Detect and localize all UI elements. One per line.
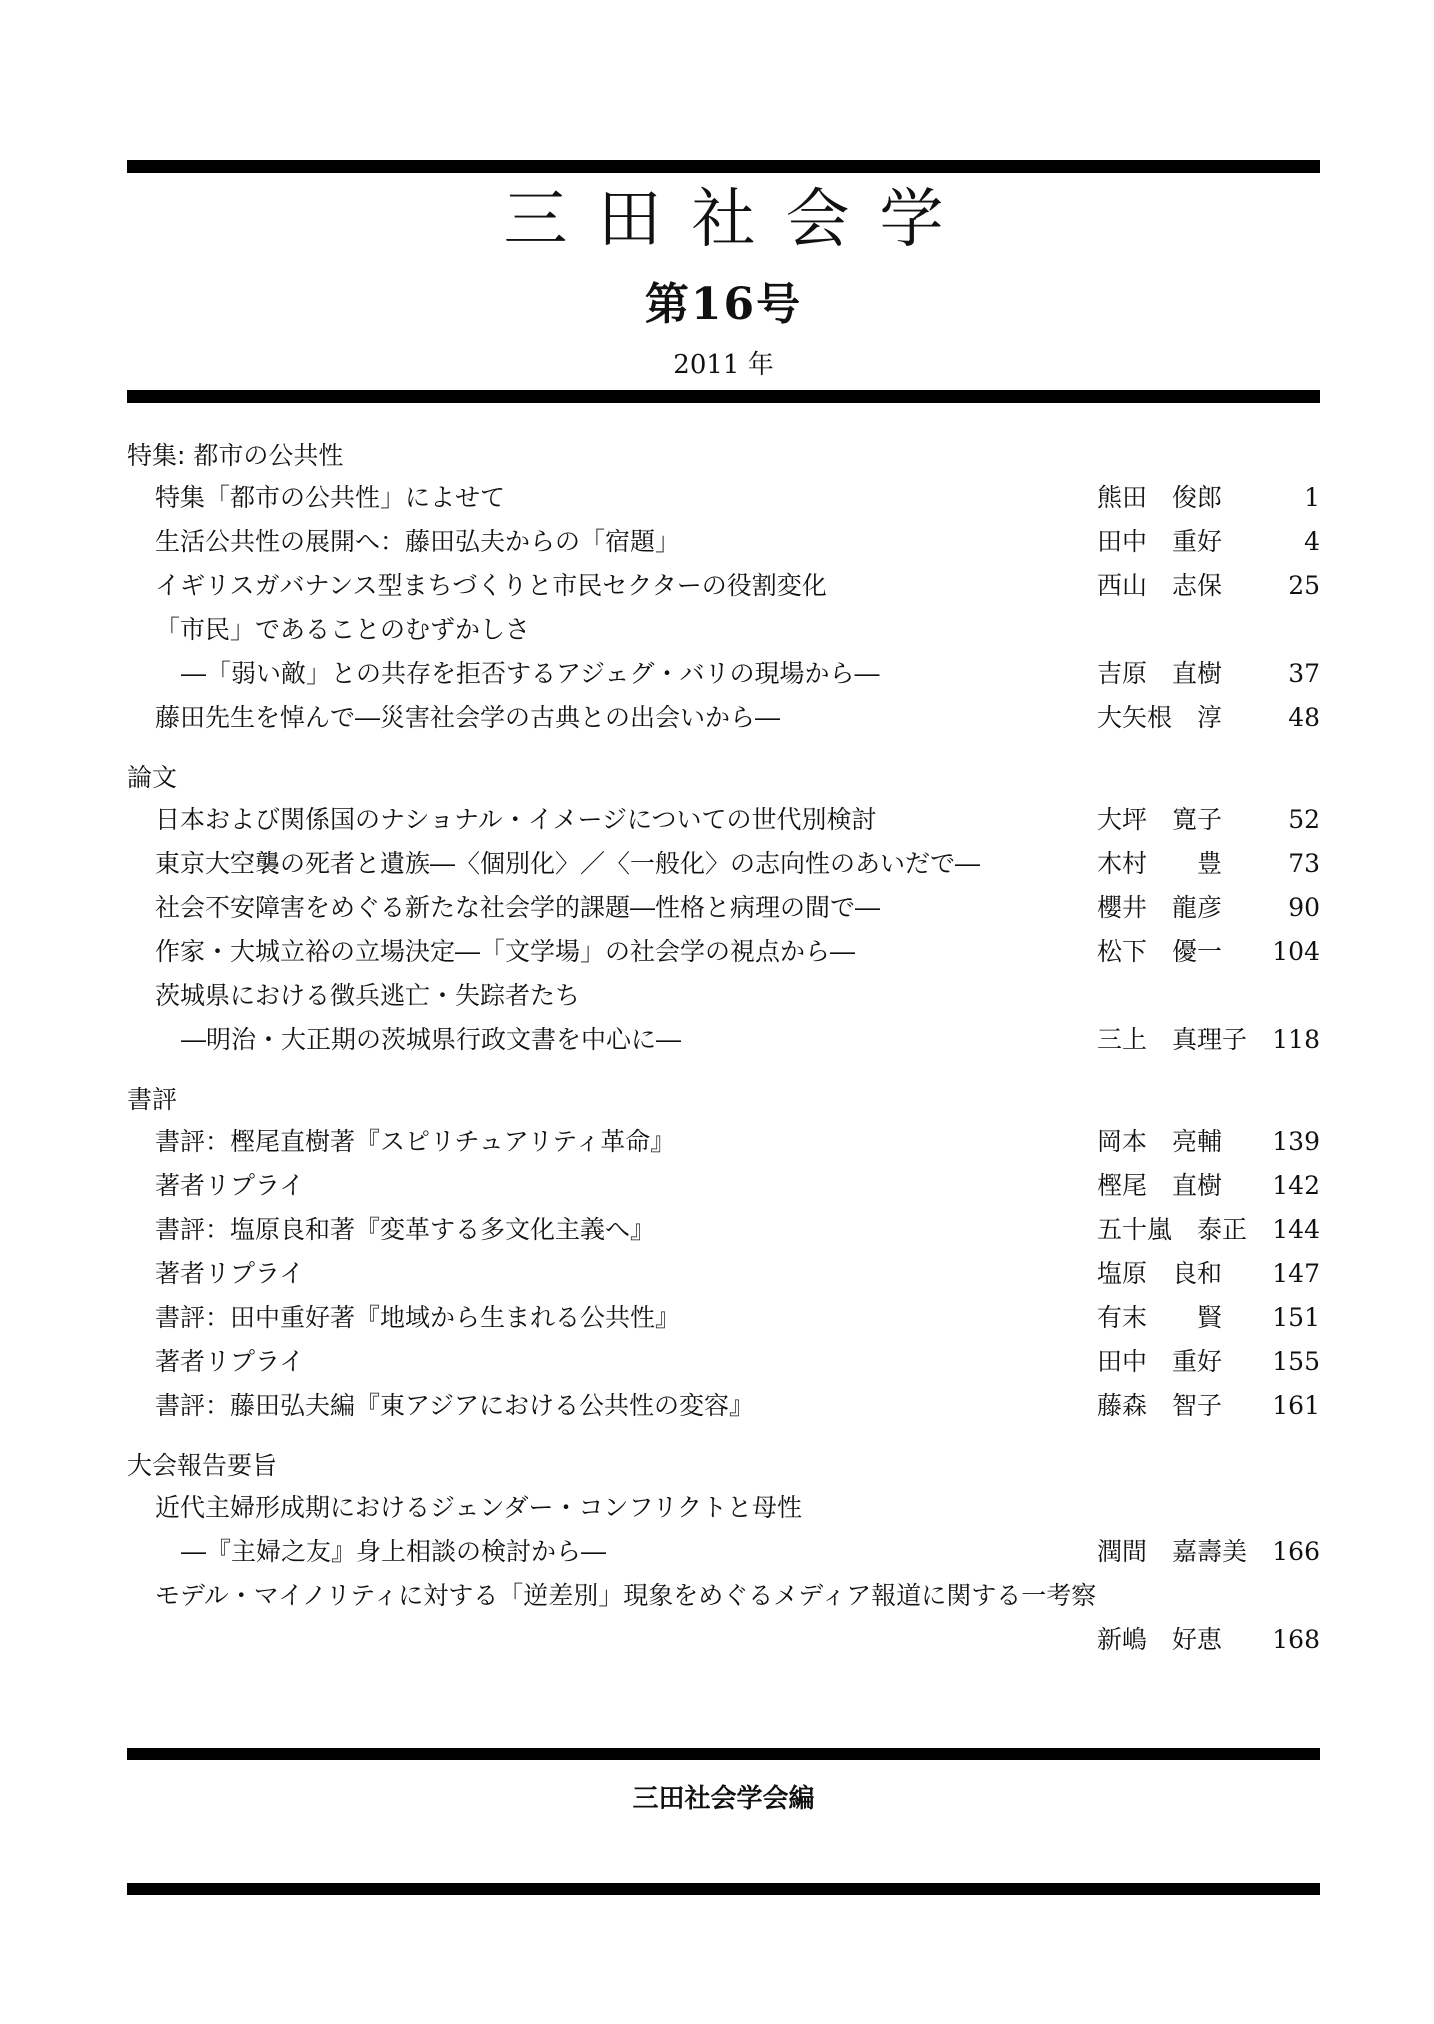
entry-page: 25 (1288, 571, 1320, 600)
entry-title: ―「弱い敵」との共存を拒否するアジェグ・バリの現場から― (181, 659, 880, 688)
entry-page: 4 (1304, 527, 1320, 556)
footer-top-rule (127, 1748, 1320, 1760)
section-heading: 書評 (127, 1085, 178, 1114)
entry-page: 144 (1272, 1215, 1320, 1244)
top-rule (127, 160, 1320, 173)
entry-author: 松下 優一 (1097, 937, 1223, 966)
entry-author: 櫻井 龍彦 (1097, 893, 1223, 922)
toc-entry (127, 886, 1320, 930)
entry-title: 社会不安障害をめぐる新たな社会学的課題―性格と病理の間で― (155, 893, 881, 922)
entry-author: 新嶋 好恵 (1097, 1625, 1223, 1654)
entry-title: 東京大空襲の死者と遺族―〈個別化〉／〈一般化〉の志向性のあいだで― (155, 849, 981, 878)
entry-author: 田中 重好 (1097, 527, 1223, 556)
toc-section (127, 1446, 1320, 1662)
entry-title: イギリスガバナンス型まちづくりと市民セクターの役割変化 (155, 571, 827, 600)
entry-author: 樫尾 直樹 (1097, 1171, 1223, 1200)
toc-entry (127, 1208, 1320, 1252)
entry-title: 書評：藤田弘夫編『東アジアにおける公共性の変容』 (155, 1391, 755, 1420)
entry-title: 「市民」であることのむずかしさ (155, 615, 531, 644)
table-of-contents (127, 436, 1320, 1680)
entry-page: 1 (1304, 483, 1320, 512)
entry-author: 潤間 嘉壽美 (1097, 1537, 1248, 1566)
entry-author: 田中 重好 (1097, 1347, 1223, 1376)
toc-entry (127, 1018, 1320, 1062)
toc-entry (127, 608, 1320, 652)
entry-page: 161 (1272, 1391, 1320, 1420)
entry-title: 書評：田中重好著『地域から生まれる公共性』 (155, 1303, 681, 1332)
entry-author: 五十嵐 泰正 (1097, 1215, 1248, 1244)
entry-title: ―『主婦之友』身上相談の検討から― (181, 1537, 607, 1566)
entry-page: 104 (1272, 937, 1320, 966)
toc-entry (127, 1574, 1320, 1618)
entry-page: 166 (1272, 1537, 1320, 1566)
section-heading: 大会報告要旨 (127, 1451, 278, 1480)
header-bottom-rule (127, 390, 1320, 403)
toc-entry (127, 930, 1320, 974)
entry-page: 118 (1272, 1025, 1320, 1054)
entry-author: 木村 豊 (1097, 849, 1223, 878)
toc-entry (127, 520, 1320, 564)
toc-entry (127, 1486, 1320, 1530)
toc-entry (127, 1120, 1320, 1164)
journal-title: 三田社会学 (503, 183, 974, 257)
toc-entry (127, 1164, 1320, 1208)
entry-page: 142 (1272, 1171, 1320, 1200)
entry-title: 著者リプライ (155, 1259, 305, 1288)
toc-entry (127, 1340, 1320, 1384)
entry-page: 168 (1272, 1625, 1320, 1654)
entry-author: 西山 志保 (1097, 571, 1223, 600)
entry-page: 48 (1288, 703, 1320, 732)
entry-title: 書評：樫尾直樹著『スピリチュアリティ革命』 (155, 1127, 676, 1156)
entry-author: 三上 真理子 (1097, 1025, 1248, 1054)
entry-author: 藤森 智子 (1097, 1391, 1223, 1420)
toc-entry (127, 476, 1320, 520)
toc-entry (127, 1384, 1320, 1428)
entry-title: 特集「都市の公共性」によせて (155, 483, 506, 512)
toc-entry (127, 1618, 1320, 1662)
entry-title: 生活公共性の展開へ：藤田弘夫からの「宿題」 (155, 527, 681, 556)
entry-title: 作家・大城立裕の立場決定―「文学場」の社会学の視点から― (155, 937, 856, 966)
toc-entry (127, 696, 1320, 740)
section-heading: 論文 (127, 763, 178, 792)
entry-page: 155 (1272, 1347, 1320, 1376)
toc-entry (127, 842, 1320, 886)
entry-title: ―明治・大正期の茨城県行政文書を中心に― (181, 1025, 682, 1054)
entry-author: 熊田 俊郎 (1097, 483, 1223, 512)
toc-entry (127, 564, 1320, 608)
entry-title: 著者リプライ (155, 1347, 305, 1376)
entry-author: 岡本 亮輔 (1097, 1127, 1223, 1156)
entry-author: 有末 賢 (1097, 1303, 1223, 1332)
entry-page: 139 (1272, 1127, 1320, 1156)
toc-section (127, 758, 1320, 1062)
toc-section (127, 1080, 1320, 1428)
toc-entry (127, 1252, 1320, 1296)
entry-page: 37 (1288, 659, 1320, 688)
footer-bottom-rule (127, 1883, 1320, 1895)
entry-author: 吉原 直樹 (1097, 659, 1223, 688)
entry-title: 日本および関係国のナショナル・イメージについての世代別検討 (155, 805, 877, 834)
entry-page: 147 (1272, 1259, 1320, 1288)
issue-number: 第16号 (644, 279, 803, 330)
toc-entry (127, 974, 1320, 1018)
entry-author: 大矢根 淳 (1097, 703, 1223, 732)
entry-author: 大坪 寛子 (1097, 805, 1223, 834)
issue-year: 2011 年 (673, 350, 774, 380)
entry-title: 近代主婦形成期におけるジェンダー・コンフリクトと母性 (155, 1493, 803, 1522)
publisher: 三田社会学会編 (632, 1784, 815, 1814)
entry-title: モデル・マイノリティに対する「逆差別」現象をめぐるメディア報道に関する一考察 (155, 1581, 1097, 1610)
entry-page: 90 (1288, 893, 1320, 922)
section-heading: 特集: 都市の公共性 (127, 441, 344, 470)
entry-title: 藤田先生を悼んで―災害社会学の古典との出会いから― (155, 703, 781, 732)
entry-page: 52 (1288, 805, 1320, 834)
toc-entry (127, 652, 1320, 696)
entry-page: 73 (1288, 849, 1320, 878)
toc-entry (127, 1296, 1320, 1340)
entry-title: 著者リプライ (155, 1171, 305, 1200)
toc-section (127, 436, 1320, 740)
entry-title: 茨城県における徴兵逃亡・失踪者たち (155, 981, 581, 1010)
entry-author: 塩原 良和 (1097, 1259, 1223, 1288)
entry-page: 151 (1272, 1303, 1320, 1332)
toc-entry (127, 798, 1320, 842)
toc-entry (127, 1530, 1320, 1574)
entry-title: 書評：塩原良和著『変革する多文化主義へ』 (155, 1215, 656, 1244)
